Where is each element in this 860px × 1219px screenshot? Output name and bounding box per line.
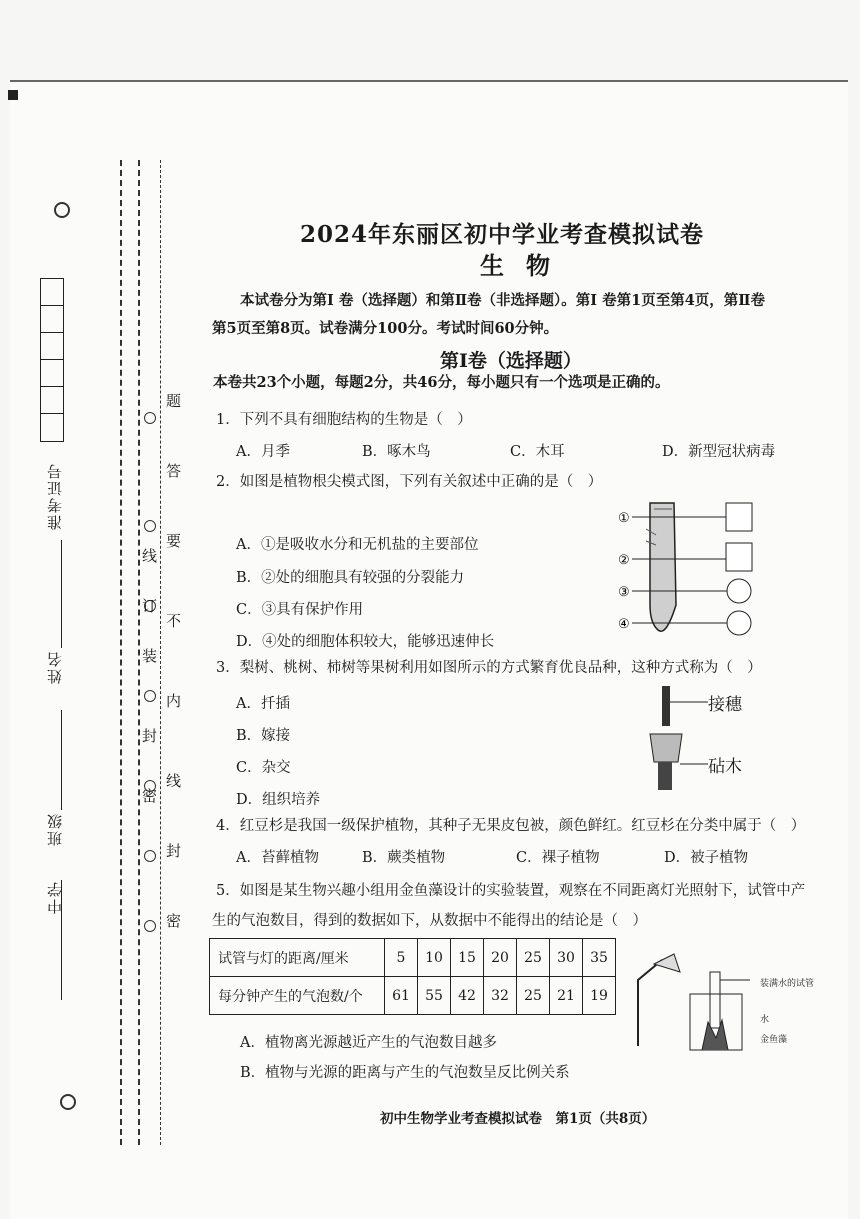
intro-line-1: 本试卷分为第Ⅰ 卷（选择题）和第Ⅱ卷（非选择题）。第Ⅰ 卷第1页至第4页，第Ⅱ卷 [240,292,766,309]
exam-number-label: 准考证号 [46,462,64,530]
root-tip-shape [650,503,676,631]
question-4-stem: 4．红豆杉是我国一级保护植物，其种子无果皮包被，颜色鲜红。红豆杉在分类中属于（ ） [216,818,806,834]
q4-option-d: D．被子植物 [664,850,749,866]
q2-option-b: B．②处的细胞具有较强的分裂能力 [236,570,465,586]
seal-word: 答 [166,462,182,480]
table-cell: 42 [451,977,484,1015]
seal-dot [144,412,156,424]
table-cell: 35 [583,939,616,977]
root-label-4: ④ [618,617,630,632]
corner-mark [8,90,18,100]
scion-label: 接穗 [708,695,742,715]
table-cell: 55 [418,977,451,1015]
seal-word-left: 装 [142,647,158,665]
fig-plant-label: 金鱼藻 [760,1035,788,1045]
exam-number-boxes [40,278,64,442]
lamp-shade [654,954,680,972]
q5-option-a: A．植物离光源越近产生的气泡数目越多 [240,1035,497,1051]
table-cell: 19 [583,977,616,1015]
binding-hole-top [54,202,70,218]
q1-option-d: D．新型冠状病毒 [662,444,776,460]
q3-option-d: D．组织培养 [236,792,321,808]
seal-word: 线 [166,772,182,790]
seal-line-outer [120,160,124,1145]
cell-detail-1 [726,503,752,531]
exam-number-line [61,540,62,648]
q1-option-c: C．木耳 [510,444,565,460]
table-cell: 32 [484,977,517,1015]
section-title: 第Ⅰ卷（选择题） [440,350,582,372]
table-cell: 25 [517,977,550,1015]
root-label-3: ③ [618,585,630,600]
seal-dot [144,690,156,702]
table-cell: 5 [385,939,418,977]
seal-dot [144,520,156,532]
seal-dot [144,920,156,932]
q3-option-c: C．杂交 [236,760,291,776]
question-2-stem: 2．如图是植物根尖模式图，下列有关叙述中正确的是（ ） [216,474,603,490]
q2-option-d: D．④处的细胞体积较大，能够迅速伸长 [236,634,495,650]
table-cell: 20 [484,939,517,977]
light-experiment-figure [632,950,752,1060]
question-3-stem: 3．梨树、桃树、柿树等果树利用如图所示的方式繁育优良品种，这种方式称为（ ） [216,660,762,676]
seal-dot [144,850,156,862]
subject-title: 生物 [480,251,572,280]
q4-option-b: B．蕨类植物 [362,850,446,866]
seal-word-left: 线 [142,547,158,565]
seal-word-left: 密 [142,787,158,805]
table-cell: 10 [418,939,451,977]
q4-option-a: A．苔藓植物 [236,850,319,866]
page-footer: 初中生物学业考查模拟试卷 第1页（共8页） [380,1111,656,1127]
question-1-stem: 1．下列不具有细胞结构的生物是（ ） [216,412,472,428]
scion [662,686,670,726]
seal-line-inside [160,160,163,1145]
table-cell: 25 [517,939,550,977]
q3-option-a: A．扦插 [236,696,290,712]
root-label-2: ② [618,553,630,568]
seal-word: 密 [166,912,182,930]
q2-option-a: A．①是吸收水分和无机盐的主要部位 [236,537,479,553]
q1-option-a: A．月季 [236,444,290,460]
table-cell: 21 [550,977,583,1015]
exam-title: 2024年东丽区初中学业考查模拟试卷 [300,221,705,248]
fig-tube-label: 装满水的试管 [760,979,815,989]
stock-label: 砧木 [708,757,742,777]
root-tip-figure [616,495,776,645]
seal-word: 题 [166,392,182,410]
stock-trunk [658,762,672,790]
test-tube [710,972,720,1028]
cell-detail-4 [727,611,751,635]
row-header: 试管与灯的距离/厘米 [210,939,385,977]
name-label: 姓名 [46,650,64,684]
seal-word: 不 [166,612,182,630]
q3-option-b: B．嫁接 [236,728,291,744]
table-cell: 30 [550,939,583,977]
table-row [210,939,616,977]
name-line [61,710,62,810]
seal-word: 封 [166,842,182,860]
table-row [210,977,616,1015]
intro-line-2: 第5页至第8页。试卷满分100分。考试时间60分钟。 [212,320,559,337]
q5-option-b: B．植物与光源的距离与产生的气泡数呈反比例关系 [240,1065,570,1081]
table-cell: 15 [451,939,484,977]
seal-word-left: 封 [142,727,158,745]
class-label: 班级 [46,812,64,846]
q4-option-c: C．裸子植物 [516,850,600,866]
fig-water-label: 水 [760,1015,770,1025]
section-instructions: 本卷共23个小题，每题2分，共46分，每小题只有一个选项是正确的。 [213,374,670,391]
question-5-stem-2: 生的气泡数目，得到的数据如下，从数据中不能得出的结论是（ ） [212,913,647,929]
stock [650,734,682,762]
question-5-stem-1: 5．如图是某生物兴趣小组用金鱼藻设计的实验装置，观察在不同距离灯光照射下，试管中产 [216,883,806,899]
q1-option-b: B．啄木鸟 [362,444,431,460]
q5-data-table [209,938,616,1015]
binding-hole-bottom [60,1094,76,1110]
cell-detail-2 [726,543,752,571]
cell-detail-3 [727,579,751,603]
q2-option-c: C．③具有保护作用 [236,602,364,618]
lamp-stand [638,960,662,1046]
seal-word: 内 [166,692,182,710]
root-label-1: ① [618,511,630,526]
hornwort [702,1020,728,1050]
seal-word: 要 [166,532,182,550]
row-header: 每分钟产生的气泡数/个 [210,977,385,1015]
table-cell: 61 [385,977,418,1015]
school-label: 中学 [46,880,64,914]
seal-word-left: 订 [142,597,158,615]
